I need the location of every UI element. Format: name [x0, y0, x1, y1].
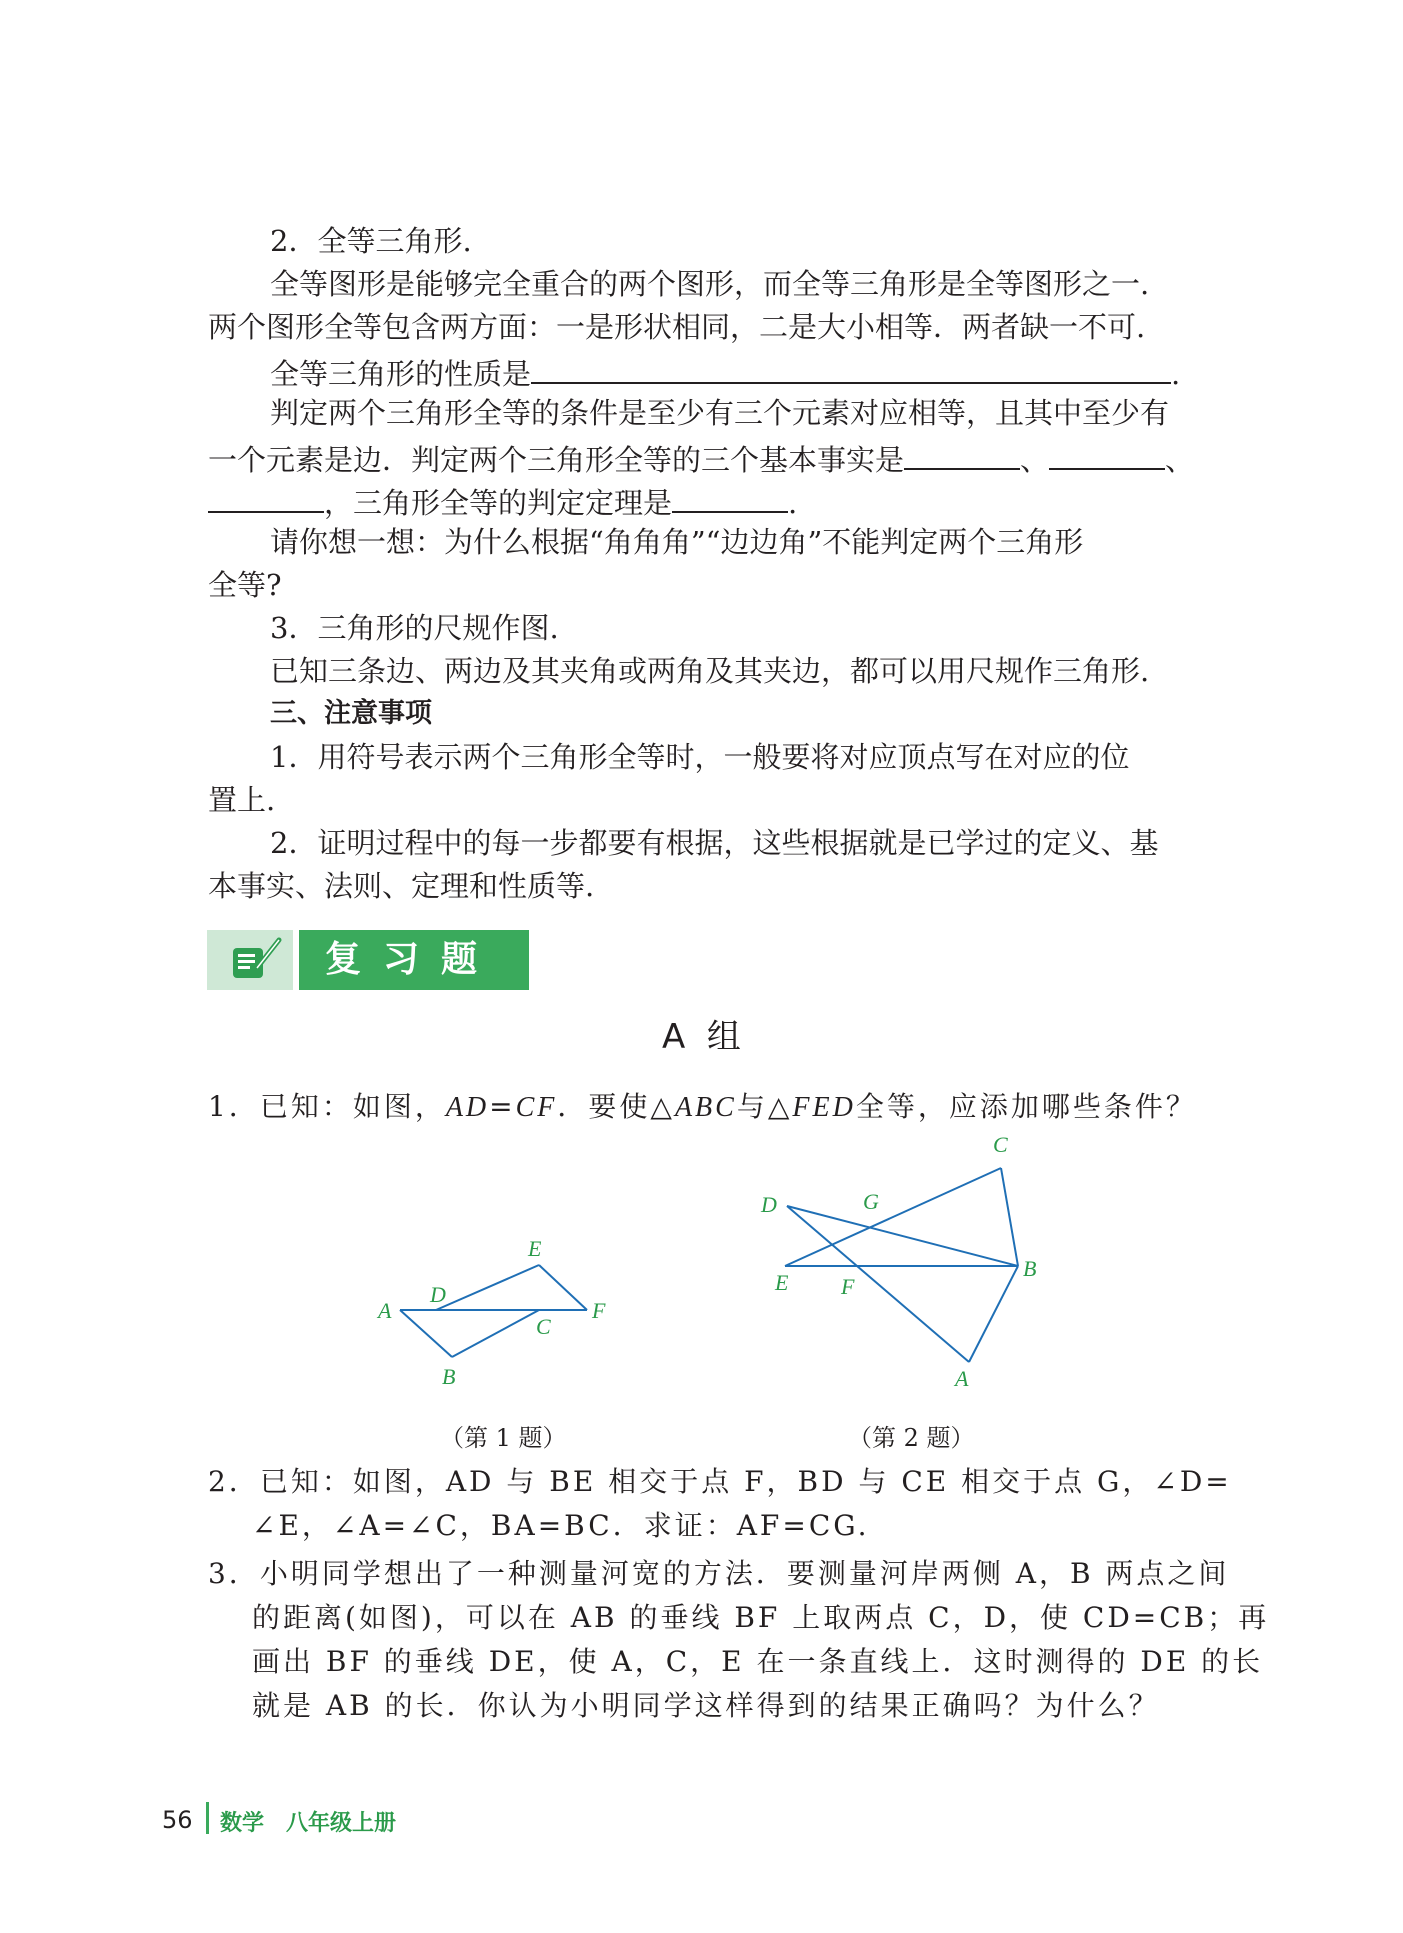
footer-divider — [206, 1802, 209, 1834]
banner-title: 复习题 — [299, 930, 529, 990]
question-3-line-1: 3．小明同学想出了一种测量河宽的方法．要测量河岸两侧 A，B 两点之间 — [208, 1557, 1230, 1590]
label-C: C — [993, 1132, 1008, 1157]
label-B: B — [1023, 1256, 1037, 1281]
properties-prefix: 全等三角形的性质是 — [270, 357, 532, 391]
period: . — [788, 486, 798, 520]
review-exercises-banner — [207, 930, 529, 990]
period: . — [1171, 357, 1181, 391]
paragraph-line: 全等图形是能够完全重合的两个图形，而全等三角形是全等图形之一. — [270, 267, 1150, 301]
label-A: A — [378, 1298, 392, 1323]
basic-fact-blank-2 — [1049, 442, 1165, 470]
subheading-construction: 3．三角形的尺规作图. — [270, 611, 559, 645]
notebook-icon — [207, 930, 293, 990]
q1-text: = — [489, 1090, 516, 1123]
subheading-congruent-triangles: 2．全等三角形. — [270, 224, 472, 258]
page-number: 56 — [162, 1806, 193, 1834]
theorem-blank — [672, 485, 788, 513]
paragraph-line: 1．用符号表示两个三角形全等时，一般要将对应顶点写在对应的位 — [270, 740, 1130, 774]
basic-facts-prefix: 一个元素是边．判定两个三角形全等的三个基本事实是 — [208, 443, 905, 477]
label-G: G — [863, 1189, 879, 1214]
separator: 、 — [1020, 443, 1050, 477]
question-1 — [208, 1090, 1197, 1123]
notes-heading: 三、注意事项 — [270, 698, 432, 729]
paragraph-line: 本事实、法则、定理和性质等. — [208, 869, 595, 903]
theorem-text: ，三角形全等的判定定理是 — [324, 486, 673, 520]
figure-1 — [370, 1220, 630, 1400]
properties-blank — [531, 356, 1171, 384]
paragraph-line: 请你想一想：为什么根据“角角角”“边边角”不能判定两个三角形 — [270, 525, 1084, 559]
figure-1-caption: （第 1 题） — [440, 1424, 567, 1452]
segment-CB — [1001, 1168, 1018, 1266]
q1-text: 与△ — [736, 1090, 793, 1123]
question-3-line-2: 的距离(如图)，可以在 AB 的垂线 BF 上取两点 C，D，使 CD=CB；再 — [252, 1601, 1270, 1634]
label-B: B — [442, 1364, 456, 1389]
question-2-line-1: 2．已知：如图，AD 与 BE 相交于点 F，BD 与 CE 相交于点 G，∠D= — [208, 1465, 1232, 1498]
basic-fact-blank-3 — [208, 485, 324, 513]
label-D: D — [430, 1282, 446, 1307]
paragraph-line: 置上. — [208, 783, 276, 817]
properties-line — [270, 356, 1180, 389]
segment-EC — [785, 1168, 1001, 1266]
paragraph-line: 全等? — [208, 568, 282, 602]
question-2-line-2: ∠E，∠A=∠C，BA=BC．求证：AF=CG. — [252, 1509, 870, 1542]
paragraph-line: 判定两个三角形全等的条件是至少有三个元素对应相等，且其中至少有 — [270, 396, 1170, 430]
basic-facts-line — [208, 442, 1194, 475]
q1-text: 1．已知：如图， — [208, 1090, 446, 1123]
figure-2-caption: （第 2 题） — [848, 1424, 975, 1452]
q1-triangle: ABC — [674, 1092, 737, 1123]
segment-EF — [539, 1265, 587, 1310]
label-F: F — [592, 1298, 606, 1323]
segment-AB — [400, 1310, 452, 1357]
label-F: F — [841, 1274, 855, 1299]
segment-BC — [452, 1310, 539, 1357]
separator: 、 — [1165, 443, 1195, 477]
segment-BA — [969, 1266, 1018, 1362]
q1-text: 全等，应添加哪些条件？ — [855, 1090, 1197, 1123]
figure-2 — [755, 1130, 1065, 1390]
book-title: 数学 八年级上册 — [220, 1811, 397, 1836]
q1-triangle: FED — [792, 1092, 856, 1123]
label-A: A — [955, 1366, 969, 1390]
question-3-line-3: 画出 BF 的垂线 DE，使 A，C，E 在一条直线上．这时测得的 DE 的长 — [252, 1645, 1264, 1678]
paragraph-line: 已知三条边、两边及其夹角或两角及其夹边，都可以用尺规作三角形. — [270, 654, 1150, 688]
q1-segment: CF — [515, 1092, 558, 1123]
segment-DE — [436, 1265, 539, 1310]
paragraph-line: 2．证明过程中的每一步都要有根据，这些根据就是已学过的定义、基 — [270, 826, 1159, 860]
q1-segment: AD — [445, 1092, 490, 1123]
label-E: E — [775, 1270, 789, 1295]
question-3-line-4: 就是 AB 的长．你认为小明同学这样得到的结果正确吗？为什么？ — [252, 1689, 1160, 1722]
basic-fact-blank-1 — [904, 442, 1020, 470]
q1-text: ．要使△ — [557, 1090, 675, 1123]
group-title: A 组 — [662, 1017, 741, 1057]
paragraph-line: 两个图形全等包含两方面：一是形状相同，二是大小相等．两者缺一不可. — [208, 310, 1146, 344]
label-D: D — [761, 1192, 777, 1217]
label-E: E — [528, 1236, 542, 1261]
label-C: C — [536, 1314, 551, 1339]
theorem-line — [208, 485, 797, 518]
